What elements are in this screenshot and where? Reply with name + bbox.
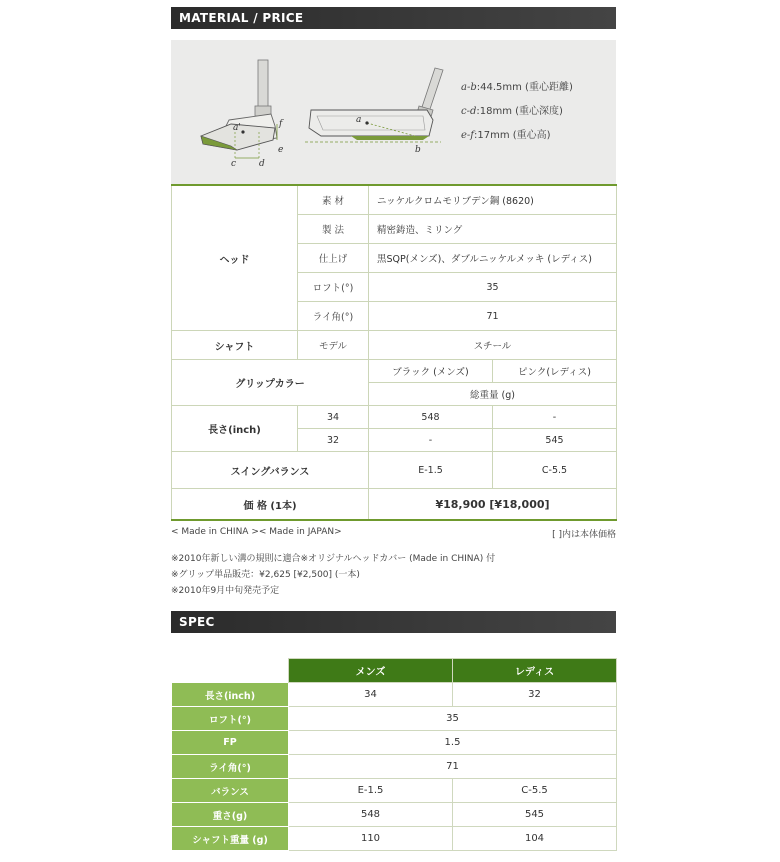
table-row: 長さ(inch) 34 32 (172, 683, 617, 707)
length-label: 長さ(inch) (172, 406, 298, 452)
table-row: 仕上げ 黒SQP(メンズ)、ダブルニッケルメッキ (レディス) (172, 244, 617, 273)
table-row: ロフト(°) 35 (172, 273, 617, 302)
label-c: c (231, 159, 237, 169)
material-table (171, 184, 617, 521)
label-a: a (356, 115, 362, 125)
table-row: スイングバランス E-1.5 C-5.5 (172, 452, 617, 489)
table-row: 長さ(inch) 34 548 - (172, 406, 617, 429)
table-row: ライ角(°) 71 (172, 302, 617, 331)
center-of-gravity-legend (461, 78, 573, 150)
label-e: e (278, 145, 284, 155)
material-price-header: MATERIAL / PRICE (171, 7, 616, 29)
head-label: ヘッド (172, 185, 298, 331)
table-row: 32 - 545 (172, 429, 617, 452)
table-row: FP 1.5 (172, 731, 617, 755)
page-content (171, 7, 616, 851)
label-d: d (259, 159, 265, 169)
label-a-prime: a' (233, 123, 241, 133)
shaft-label: シャフト (172, 331, 298, 360)
spec-header: SPEC (171, 611, 616, 633)
label-f: f (279, 119, 283, 129)
table-row (172, 489, 617, 521)
note-item: ※2010年9月中旬発売予定 (171, 586, 280, 596)
table-row: グリップカラー ブラック (メンズ) ピンク(レディス) (172, 360, 617, 383)
spec-table (171, 658, 617, 851)
price-label: 価 格 (1本) (172, 489, 369, 521)
table-row: 総重量 (g) (172, 383, 617, 406)
notes-list (171, 551, 616, 599)
swing-balance-label: スイングバランス (172, 452, 369, 489)
table-row: ヘッド 素 材 ニッケルクロムモリブデン鋼 (8620) (172, 185, 617, 215)
made-in-note: < Made in CHINA >< Made in JAPAN> [ ]内は本体価格 (171, 527, 616, 540)
table-row: シャフト重量 (g) 110 104 (172, 827, 617, 851)
table-row: 製 法 精密鋳造、ミリング (172, 215, 617, 244)
table-row: ライ角(°) 71 (172, 755, 617, 779)
table-row: シャフト モデル スチール (172, 331, 617, 360)
grip-color-label: グリップカラー (172, 360, 369, 406)
legend-row: c-d:18mm (重心深度) (461, 106, 563, 117)
putter-diagram (171, 40, 616, 184)
table-row: ロフト(°) 35 (172, 707, 617, 731)
table-row: 重さ(g) 548 545 (172, 803, 617, 827)
price-value: ¥18,900 [¥18,000] (369, 489, 617, 521)
label-b: b (415, 145, 421, 155)
table-row: バランス E-1.5 C-5.5 (172, 779, 617, 803)
legend-row: e-f:17mm (重心高) (461, 130, 551, 141)
table-row: メンズ レディス (172, 659, 617, 683)
legend-row: a-b:44.5mm (重心距離) (461, 82, 573, 93)
note-item: ※グリップ単品販売：¥2,625 [¥2,500] (一本) (171, 570, 360, 580)
note-item: ※2010年新しい溝の規則に適合※オリジナルヘッドカバー (Made in CHINA) 付 (171, 554, 496, 564)
